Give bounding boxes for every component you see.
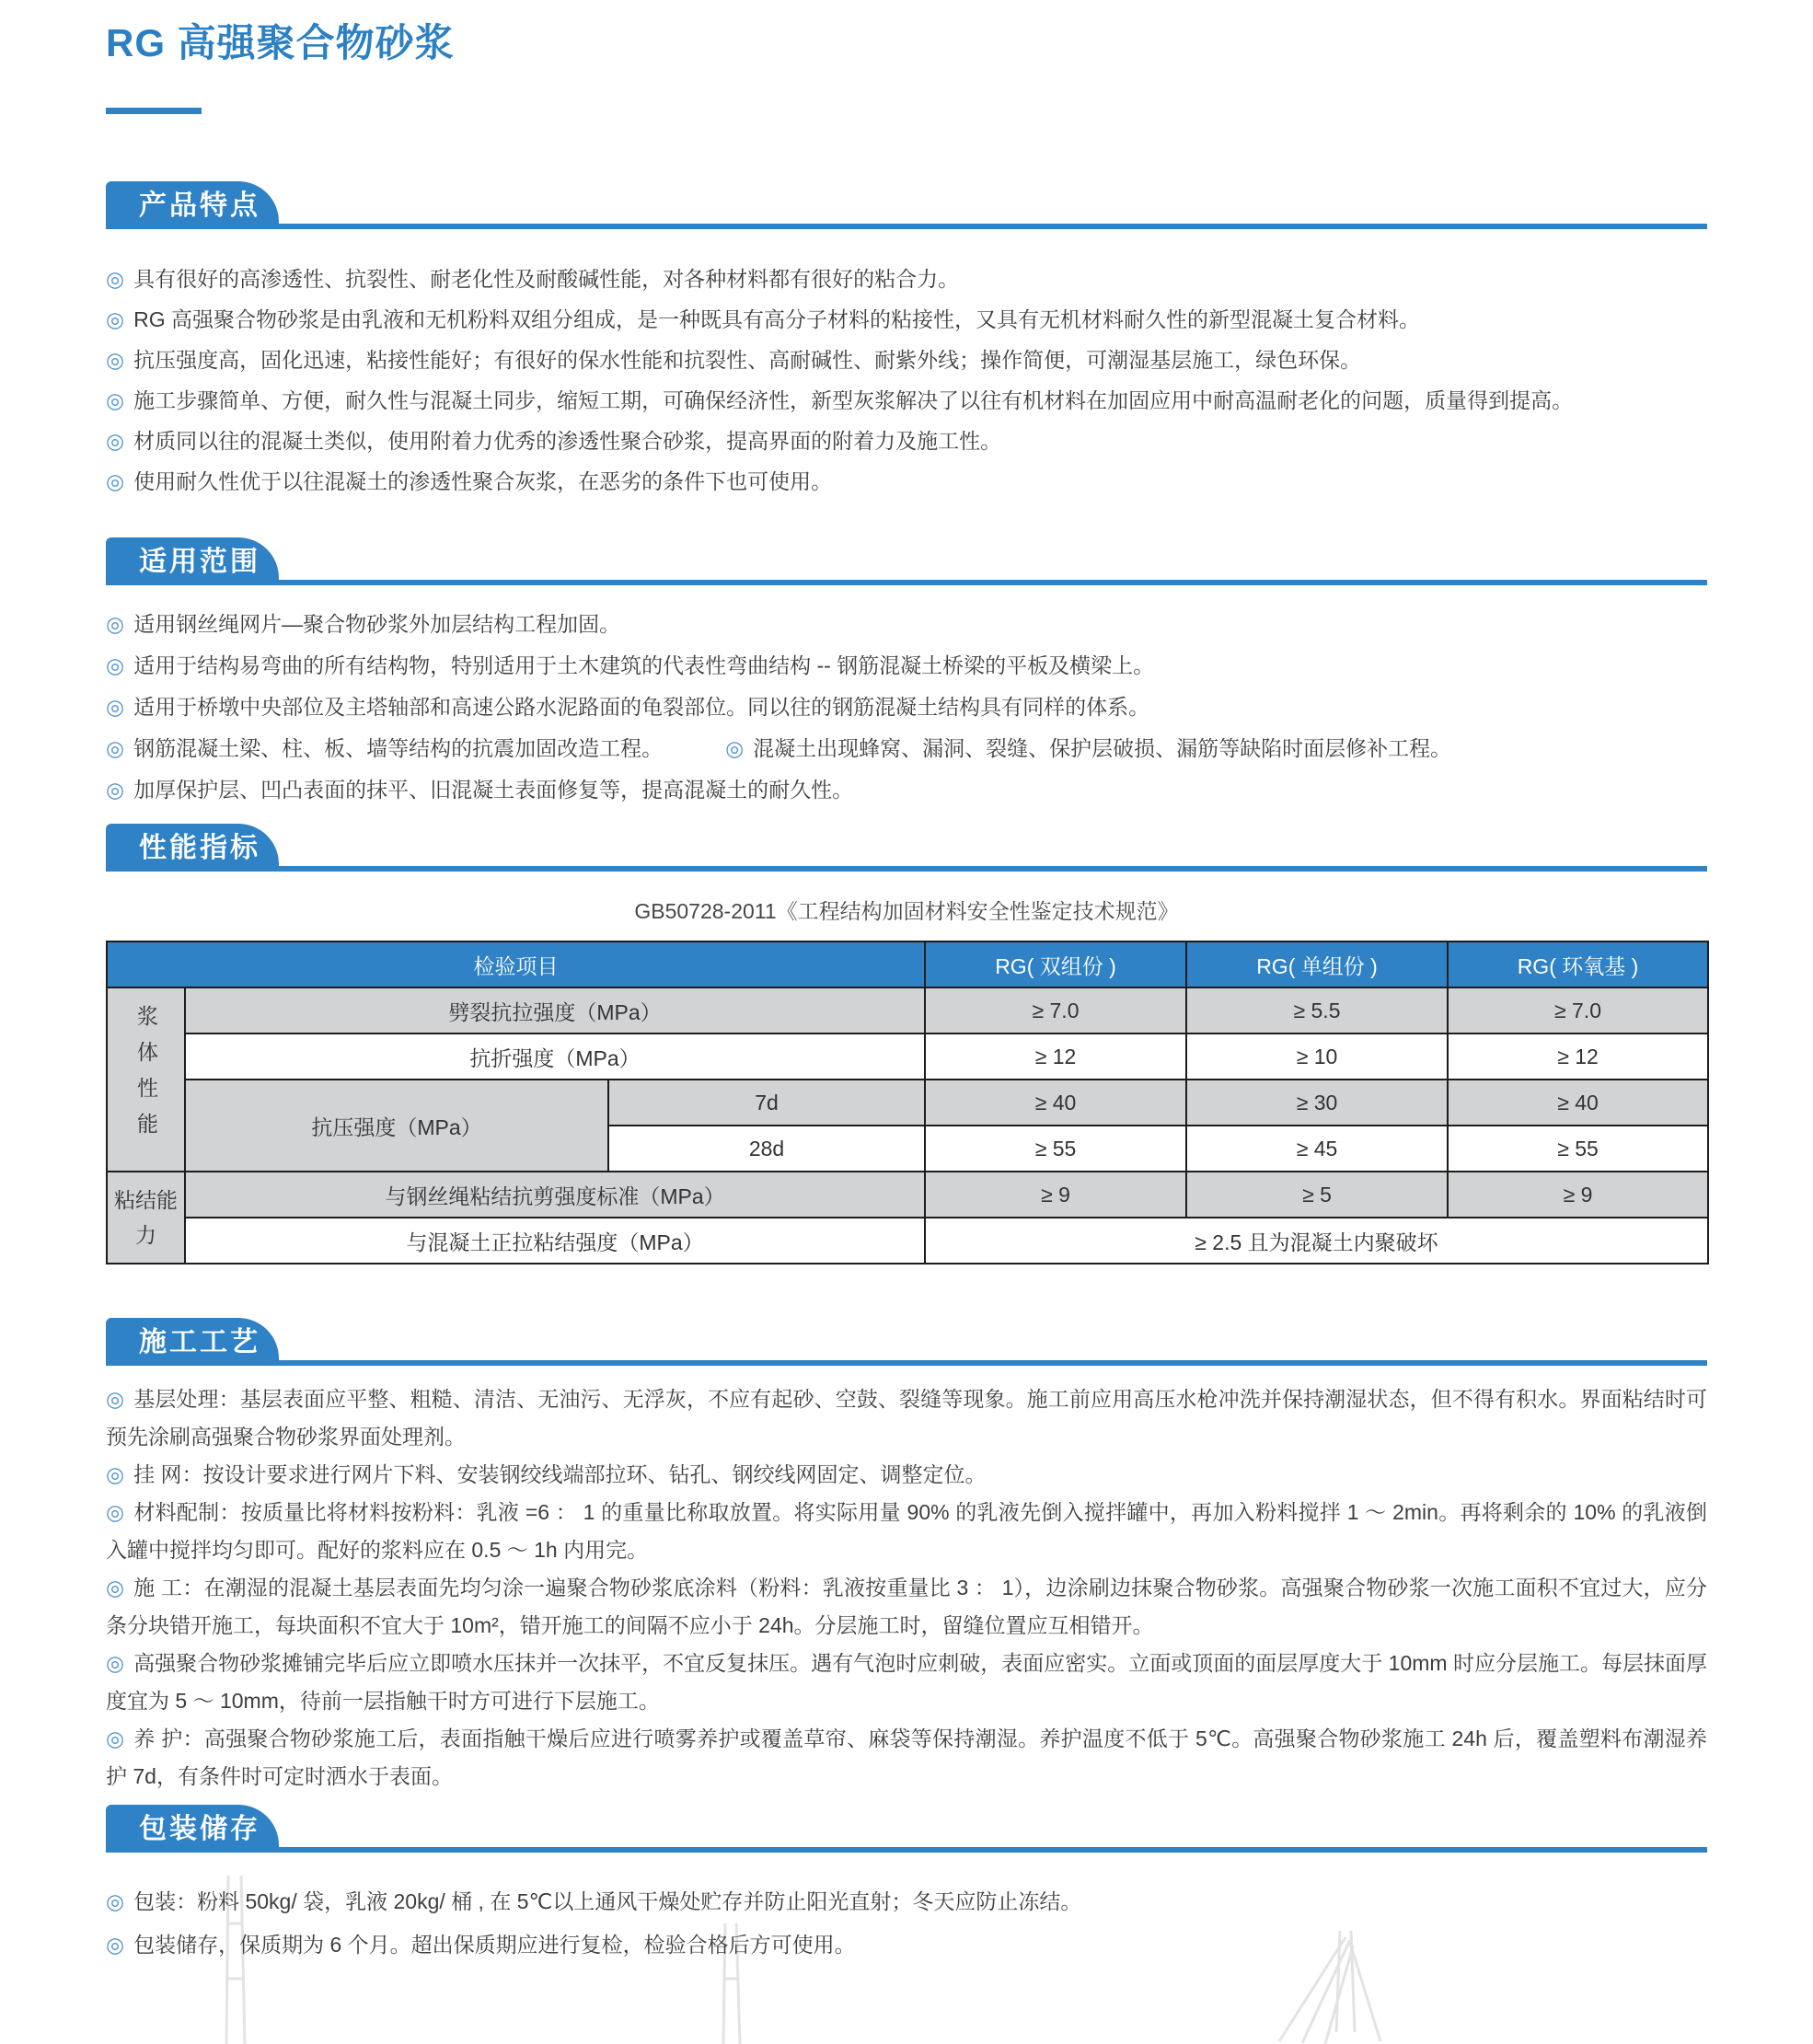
bullet-item <box>106 1380 1707 1456</box>
bullet-item <box>106 728 1707 769</box>
bullet-segment <box>106 267 959 291</box>
bullet-segment <box>725 736 1451 760</box>
bullet-icon: ◎ <box>106 429 125 453</box>
bullet-segment <box>106 1576 1707 1637</box>
cell-value: ≥ 7.0 <box>925 987 1186 1034</box>
scope-list <box>106 604 1707 811</box>
cell-value: ≥ 55 <box>925 1126 1186 1172</box>
row-name: 劈裂抗拉强度（MPa） <box>185 987 925 1034</box>
bullet-icon: ◎ <box>106 348 125 372</box>
section-tab-packaging <box>106 1805 279 1847</box>
bullet-icon: ◎ <box>106 1462 125 1486</box>
bullet-item <box>106 340 1707 380</box>
bullet-text: 包装储存，保质期为 6 个月。超出保质期应进行复检，检验合格后方可使用。 <box>133 1933 856 1957</box>
bullet-segment <box>106 1462 986 1486</box>
group-label-bond: 粘结能力 <box>107 1172 185 1264</box>
cell-value: ≥ 5.5 <box>1186 987 1448 1034</box>
sub-row-7d: 7d <box>608 1080 925 1126</box>
row-name: 与混凝土正拉粘结强度（MPa） <box>185 1218 925 1264</box>
standard-caption: GB50728-2011《工程结构加固材料安全性鉴定技术规范》 <box>634 899 1179 923</box>
bullet-icon: ◎ <box>106 736 125 760</box>
bullet-text: 施 工：在潮湿的混凝土基层表面先均匀涂一遍聚合物砂浆底涂料（粉料：乳液按重量比 3 ： 1），边涂刷边抹聚合物砂浆。高强聚合物砂浆一次施工面积不宜过大，应分条分块错开施工，每块面积不宜大于 10m²，错开施工的间隔不应小于 24h。分层施工时，留缝位置应互相错开。 <box>106 1576 1707 1637</box>
col-header-rg-two: RG( 双组份 ) <box>925 941 1186 987</box>
cell-value-span: ≥ 2.5 且为混凝土内聚破坏 <box>925 1218 1708 1264</box>
table-row-pull <box>107 1218 1708 1264</box>
section-heading-scope: 适用范围 <box>139 547 260 577</box>
title-underline <box>106 108 202 114</box>
bullet-segment <box>106 469 832 493</box>
cell-value: ≥ 7.0 <box>1448 987 1708 1034</box>
section-tab-performance <box>106 824 279 866</box>
packaging-list <box>106 1880 1707 1967</box>
cell-value: ≥ 40 <box>925 1080 1186 1126</box>
bullet-text: 适用钢丝绳网片—聚合物砂浆外加层结构工程加固。 <box>133 612 621 636</box>
bullet-icon: ◎ <box>106 469 125 493</box>
table-row-compressive-7d <box>107 1080 1708 1126</box>
bullet-segment <box>106 307 1420 331</box>
bullet-icon: ◎ <box>106 1933 125 1957</box>
row-name-compressive: 抗压强度（MPa） <box>185 1080 608 1172</box>
cell-value: ≥ 40 <box>1448 1080 1708 1126</box>
features-list <box>106 259 1707 502</box>
cell-value: ≥ 30 <box>1186 1080 1448 1126</box>
section-tab-process <box>106 1318 279 1360</box>
bullet-segment <box>106 348 1361 372</box>
bullet-text: 适用于结构易弯曲的所有结构物，特别适用于土木建筑的代表性弯曲结构 -- 钢筋混凝土桥梁的平板及横梁上。 <box>133 653 1155 677</box>
bullet-icon: ◎ <box>106 1889 125 1913</box>
group-label-paste: 浆体性能 <box>107 987 185 1172</box>
bullet-item <box>106 1923 1707 1967</box>
bullet-item <box>106 604 1707 645</box>
bullet-segment <box>106 653 1154 677</box>
cell-value: ≥ 9 <box>925 1172 1186 1218</box>
bullet-segment <box>106 429 1001 453</box>
bullet-icon: ◎ <box>106 307 125 331</box>
bullet-text: 混凝土出现蜂窝、漏洞、裂缝、保护层破损、漏筋等缺陷时面层修补工程。 <box>753 736 1452 760</box>
bullet-item <box>106 1645 1707 1720</box>
section-header-performance <box>106 824 1707 872</box>
bullet-item <box>106 421 1707 461</box>
section-header-scope <box>106 537 1707 585</box>
cell-value: ≥ 12 <box>925 1034 1186 1080</box>
bullet-segment <box>106 1933 856 1957</box>
row-name: 与钢丝绳粘结抗剪强度标准（MPa） <box>185 1172 925 1218</box>
table-row-shear <box>107 1172 1708 1218</box>
section-heading-process: 施工工艺 <box>139 1327 260 1357</box>
section-header-process <box>106 1318 1707 1366</box>
bullet-segment <box>106 612 620 636</box>
table-row-split-tensile <box>107 987 1708 1034</box>
bullet-segment <box>106 1651 1707 1713</box>
bullet-segment <box>106 778 853 802</box>
bullet-icon: ◎ <box>106 695 125 719</box>
col-header-rg-one: RG( 单组份 ) <box>1186 941 1448 987</box>
bullet-icon: ◎ <box>106 778 125 802</box>
bullet-item <box>106 1720 1707 1796</box>
bullet-text: 施工步骤简单、方便，耐久性与混凝土同步，缩短工期，可确保经济性，新型灰浆解决了以往有机材料在加固应用中耐高温耐老化的问题，质量得到提高。 <box>133 388 1574 412</box>
bullet-segment <box>106 388 1573 412</box>
table-header-row <box>107 941 1708 987</box>
cell-value: ≥ 9 <box>1448 1172 1708 1218</box>
page-title: RG 高强聚合物砂浆 <box>106 21 455 64</box>
row-name: 抗折强度（MPa） <box>185 1034 925 1080</box>
bullet-text: 养 护：高强聚合物砂浆施工后，表面指触干燥后应进行喷雾养护或覆盖草帘、麻袋等保持潮湿。养护温度不低于 5℃。高强聚合物砂浆施工 24h 后，覆盖塑料布潮湿养护 7d，有条件时可定时洒水于表面。 <box>106 1726 1707 1788</box>
sub-row-28d: 28d <box>608 1126 925 1172</box>
bullet-icon: ◎ <box>106 1387 125 1411</box>
bullet-icon: ◎ <box>106 1651 125 1675</box>
bullet-segment <box>106 736 663 760</box>
bullet-text: 钢筋混凝土梁、柱、板、墙等结构的抗震加固改造工程。 <box>133 736 664 760</box>
section-header-packaging <box>106 1805 1707 1853</box>
bullet-text: 适用于桥墩中央部位及主塔轴部和高速公路水泥路面的龟裂部位。同以往的钢筋混凝土结构具有同样的体系。 <box>133 695 1150 719</box>
bullet-segment <box>106 1726 1707 1788</box>
bullet-text: 材料配制：按质量比将材料按粉料：乳液 =6 ： 1 的重量比称取放置。将实际用量 90% 的乳液先倒入搅拌罐中，再加入粉料搅拌 1 ～ 2min。再将剩余的 10% 的乳液倒入罐中搅拌均匀即可。配好的浆料应在 0.5 ～ 1h 内用完。 <box>106 1500 1707 1562</box>
bullet-icon: ◎ <box>106 1726 125 1750</box>
bullet-text: 基层处理：基层表面应平整、粗糙、清洁、无油污、无浮灰，不应有起砂、空鼓、裂缝等现象。施工前应用高压水枪冲洗并保持潮湿状态，但不得有积水。界面粘结时可预先涂刷高强聚合物砂浆界面处理剂。 <box>106 1387 1708 1449</box>
bullet-text: 抗压强度高，固化迅速，粘接性能好；有很好的保水性能和抗裂性、高耐碱性、耐紫外线；操作简便，可潮湿基层施工，绿色环保。 <box>133 348 1362 372</box>
bullet-item <box>106 1880 1707 1923</box>
bullet-segment <box>106 1889 1081 1913</box>
bullet-icon: ◎ <box>106 612 125 636</box>
col-header-item: 检验项目 <box>107 941 925 987</box>
bullet-text: 高强聚合物砂浆摊铺完毕后应立即喷水压抹并一次抹平，不宜反复抹压。遇有气泡时应刺破，表面应密实。立面或顶面的面层厚度大于 10mm 时应分层施工。每层抹面厚度宜为 5 ～ 10mm，待前一层指触干时方可进行下层施工。 <box>106 1651 1707 1713</box>
bullet-icon: ◎ <box>106 388 125 412</box>
bullet-text: 使用耐久性优于以往混凝土的渗透性聚合灰浆，在恶劣的条件下也可使用。 <box>133 469 833 493</box>
bullet-item <box>106 380 1707 421</box>
cell-value: ≥ 45 <box>1186 1126 1448 1172</box>
page-content <box>106 0 1707 1967</box>
bullet-icon: ◎ <box>106 1576 125 1599</box>
bullet-item <box>106 1456 1707 1494</box>
section-heading-packaging: 包装储存 <box>139 1814 260 1844</box>
bullet-item <box>106 1494 1707 1569</box>
cell-value: ≥ 5 <box>1186 1172 1448 1218</box>
bullet-segment <box>106 1387 1707 1449</box>
bullet-text: 材质同以往的混凝土类似，使用附着力优秀的渗透性聚合砂浆，提高界面的附着力及施工性。 <box>133 429 1002 453</box>
performance-table <box>106 941 1709 1265</box>
cell-value: ≥ 55 <box>1448 1126 1708 1172</box>
bullet-item <box>106 259 1707 299</box>
bullet-item <box>106 687 1707 728</box>
bullet-icon: ◎ <box>106 653 125 677</box>
bullet-icon: ◎ <box>725 736 745 760</box>
section-heading-features: 产品特点 <box>139 191 260 221</box>
bullet-text: 加厚保护层、凹凸表面的抹平、旧混凝土表面修复等，提高混凝土的耐久性。 <box>133 778 854 802</box>
process-list <box>106 1380 1707 1796</box>
cell-value: ≥ 10 <box>1186 1034 1448 1080</box>
bullet-item <box>106 645 1707 687</box>
bullet-item <box>106 769 1707 811</box>
bullet-text: RG 高强聚合物砂浆是由乳液和无机粉料双组分组成，是一种既具有高分子材料的粘接性，又具有无机材料耐久性的新型混凝土复合材料。 <box>133 307 1420 331</box>
section-tab-scope <box>106 537 279 580</box>
table-row-flexural <box>107 1034 1708 1080</box>
bullet-text: 包装：粉料 50kg/ 袋，乳液 20kg/ 桶 , 在 5℃以上通风干燥处贮存并防止阳光直射；冬天应防止冻结。 <box>133 1889 1082 1913</box>
bullet-item <box>106 1569 1707 1645</box>
bullet-item <box>106 299 1707 340</box>
bullet-text: 具有很好的高渗透性、抗裂性、耐老化性及耐酸碱性能，对各种材料都有很好的粘合力。 <box>133 267 960 291</box>
bullet-text: 挂 网：按设计要求进行网片下料、安装钢绞线端部拉环、钻孔、钢绞线网固定、调整定位。 <box>133 1462 987 1486</box>
bullet-segment <box>106 695 1149 719</box>
bullet-icon: ◎ <box>106 1500 125 1524</box>
col-header-rg-epoxy: RG( 环氧基 ) <box>1448 941 1708 987</box>
cell-value: ≥ 12 <box>1448 1034 1708 1080</box>
section-tab-features <box>106 181 279 224</box>
section-header-features <box>106 181 1707 229</box>
bullet-segment <box>106 1500 1707 1562</box>
bullet-icon: ◎ <box>106 267 125 291</box>
section-heading-performance: 性能指标 <box>139 833 260 863</box>
bullet-item <box>106 461 1707 502</box>
